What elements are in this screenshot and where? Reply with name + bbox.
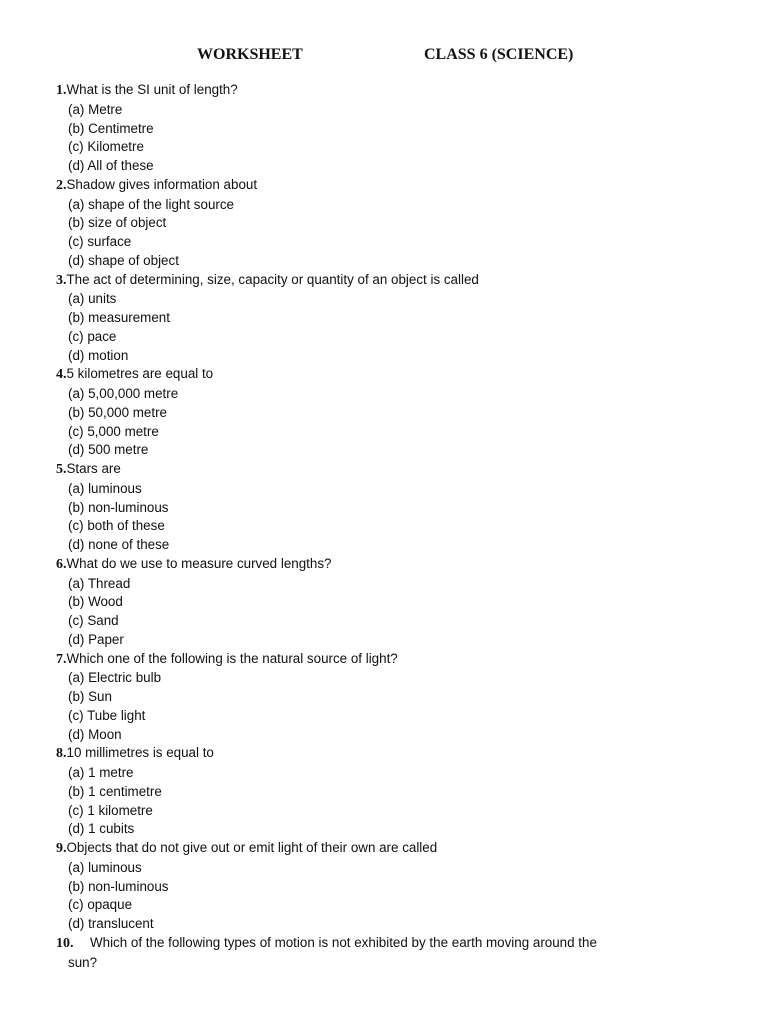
question-number: 3.: [56, 272, 67, 288]
question-line: [0, 176, 768, 196]
question-text: What is the SI unit of length?: [66, 82, 238, 97]
option-a: (a) 5,00,000 metre: [68, 386, 179, 401]
question-4: [0, 365, 768, 460]
option-a: (a) shape of the light source: [68, 196, 234, 212]
question-text-continuation: sun?: [68, 954, 98, 970]
option-c: (c) Tube light: [68, 707, 146, 723]
question-text: 10 millimetres is equal to: [66, 745, 214, 761]
option-b: (b) Sun: [68, 689, 112, 704]
option-a: (a) Thread: [68, 575, 131, 591]
option-c: (c) 1 kilometre: [68, 802, 153, 818]
question-number: 10.: [56, 935, 74, 951]
question-line: [0, 934, 676, 954]
question-text: Shadow gives information about: [66, 176, 258, 192]
question-line: [0, 744, 768, 764]
question-8: [0, 744, 768, 839]
question-line: [0, 555, 768, 575]
option-c: (c) pace: [68, 328, 117, 344]
question-line: [0, 460, 768, 480]
question-line: [0, 650, 768, 670]
option-b: (b) Wood: [68, 594, 123, 610]
option-d: (d) Paper: [68, 631, 124, 647]
question-line: [0, 365, 768, 385]
option-c: (c) both of these: [68, 518, 165, 534]
option-a: (a) 1 metre: [68, 765, 134, 780]
question-text: Which of the following types of motion is not exhibited by the earth moving around the: [90, 934, 597, 950]
question-text: 5 kilometres are equal to: [66, 366, 214, 382]
question-1: [0, 81, 768, 176]
option-c: (c) 5,000 metre: [68, 423, 159, 439]
option-c: (c) Kilometre: [68, 139, 144, 155]
question-number: 8.: [56, 746, 67, 762]
question-6: [0, 555, 768, 650]
question-text: The act of determining, size, capacity or quantity of an object is called: [66, 271, 479, 287]
question-line: [0, 271, 768, 291]
question-number: 4.: [56, 367, 67, 383]
question-number: 9.: [56, 841, 67, 856]
option-b: (b) non-luminous: [68, 499, 169, 515]
option-b: (b) non-luminous: [68, 878, 169, 894]
question-number: 6.: [56, 556, 67, 572]
worksheet-header: [0, 46, 768, 70]
option-b: (b) 50,000 metre: [68, 404, 167, 420]
question-9: [0, 839, 768, 934]
option-b: (b) measurement: [68, 310, 170, 325]
question-line: [0, 839, 768, 859]
option-c: (c) Sand: [68, 613, 119, 628]
question-2: [0, 176, 768, 271]
option-d: (d) Moon: [68, 726, 122, 742]
question-number: 1.: [56, 83, 67, 98]
question-3: [0, 271, 768, 366]
worksheet-title: WORKSHEET: [197, 46, 303, 63]
option-a: (a) Electric bulb: [68, 670, 162, 686]
option-c: (c) opaque: [68, 897, 133, 913]
question-text: Which one of the following is the natural source of light?: [66, 650, 398, 666]
option-d: (d) none of these: [68, 537, 170, 552]
option-d: (d) shape of object: [68, 252, 179, 268]
option-b: (b) Centimetre: [68, 120, 154, 136]
option-c: (c) surface: [68, 234, 132, 249]
question-text: Objects that do not give out or emit light of their own are called: [66, 840, 438, 855]
option-d: (d) translucent: [68, 916, 154, 931]
class-label: CLASS 6 (SCIENCE): [424, 46, 574, 63]
question-10: [0, 934, 768, 973]
option-d: (d) 1 cubits: [68, 821, 135, 837]
option-b: (b) 1 centimetre: [68, 783, 162, 799]
question-5: [0, 460, 768, 555]
option-a: (a) luminous: [68, 859, 142, 875]
option-a: (a) units: [68, 291, 117, 307]
option-b: (b) size of object: [68, 215, 167, 231]
question-number: 2.: [56, 177, 67, 193]
option-d: (d) motion: [68, 347, 129, 363]
option-a: (a) luminous: [68, 480, 142, 496]
option-a: (a) Metre: [68, 101, 123, 117]
question-line: [0, 81, 768, 101]
option-d: (d) All of these: [68, 158, 154, 173]
question-text: What do we use to measure curved lengths?: [66, 555, 332, 571]
question-number: 5.: [56, 462, 67, 477]
option-d: (d) 500 metre: [68, 442, 149, 458]
question-number: 7.: [56, 651, 67, 667]
question-text: Stars are: [66, 461, 121, 476]
question-7: [0, 650, 768, 745]
question-list: [0, 81, 768, 972]
